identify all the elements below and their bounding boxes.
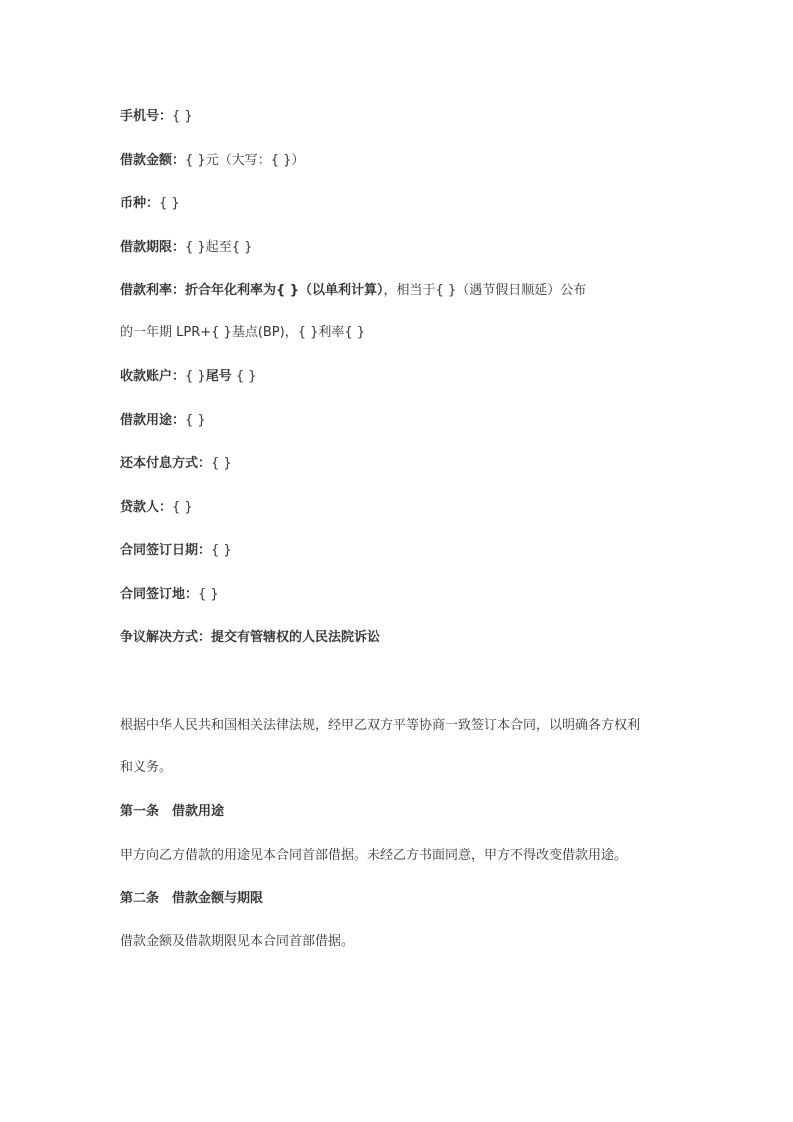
field-label: 借款利率：折合年化利率为{ }（以单利计算）: [120, 283, 384, 298]
field-currency: [120, 195, 180, 213]
field-signing-place: [120, 586, 219, 604]
field-phone: [120, 108, 193, 126]
field-value: { }: [185, 369, 206, 384]
field-value: { }: [211, 456, 232, 471]
field-loan-amount: [120, 152, 304, 170]
article-2-body: [120, 933, 354, 951]
field-label-tail-number: 尾号: [205, 369, 232, 384]
field-label: 借款期限：: [120, 240, 186, 255]
field-label: 合同签订日期：: [120, 543, 212, 558]
field-interest-rate: [120, 282, 586, 300]
preamble-text: 和义务。: [120, 760, 173, 775]
field-receiving-account: [120, 368, 257, 386]
field-dispute-resolution: [120, 629, 380, 647]
field-value: { }: [211, 543, 232, 558]
field-label: 手机号：: [120, 109, 173, 124]
field-value: { }: [159, 196, 180, 211]
article-2-heading: [120, 890, 263, 908]
field-value: 的一年期 LPR+{ }基点(BP)，{ }利率{ }: [120, 325, 366, 340]
field-label: 争议解决方式：提交有管辖权的人民法院诉讼: [120, 630, 381, 645]
article-heading: 第二条 借款金额与期限: [120, 891, 264, 906]
field-loan-term: [120, 239, 252, 257]
preamble-text: 根据中华人民共和国相关法律法规，经甲乙双方平等协商一致签订本合同，以明确各方权利: [120, 718, 641, 733]
field-value: ，相当于{ }（遇节假日顺延）公布: [383, 283, 587, 298]
field-value: { }: [198, 587, 219, 602]
article-body: 甲方向乙方借款的用途见本合同首部借据。未经乙方书面同意，甲方不得改变借款用途。: [120, 848, 628, 863]
field-repayment-method: [120, 455, 232, 473]
field-signing-date: [120, 542, 232, 560]
field-label: 还本付息方式：: [120, 456, 212, 471]
field-value: { }元（大写：{ }）: [185, 153, 305, 168]
field-value: { }: [172, 500, 193, 515]
preamble-line-1: [120, 717, 640, 735]
field-label: 贷款人：: [120, 500, 173, 515]
field-value: { }: [185, 413, 206, 428]
field-interest-rate-continued: [120, 324, 365, 342]
article-1-body: [120, 847, 627, 865]
field-label: 合同签订地：: [120, 587, 199, 602]
field-lender: [120, 499, 193, 517]
preamble-line-2: [120, 759, 172, 777]
article-heading: 第一条 借款用途: [120, 804, 225, 819]
field-label: 借款金额：: [120, 153, 186, 168]
article-1-heading: [120, 803, 224, 821]
field-label: 借款用途：: [120, 413, 186, 428]
field-label: 币种：: [120, 196, 160, 211]
field-value-tail-number: { }: [231, 369, 257, 384]
field-value: { }起至{ }: [185, 240, 253, 255]
field-label: 收款账户：: [120, 369, 186, 384]
field-value: { }: [172, 109, 193, 124]
article-body: 借款金额及借款期限见本合同首部借据。: [120, 934, 355, 949]
field-loan-purpose: [120, 412, 206, 430]
